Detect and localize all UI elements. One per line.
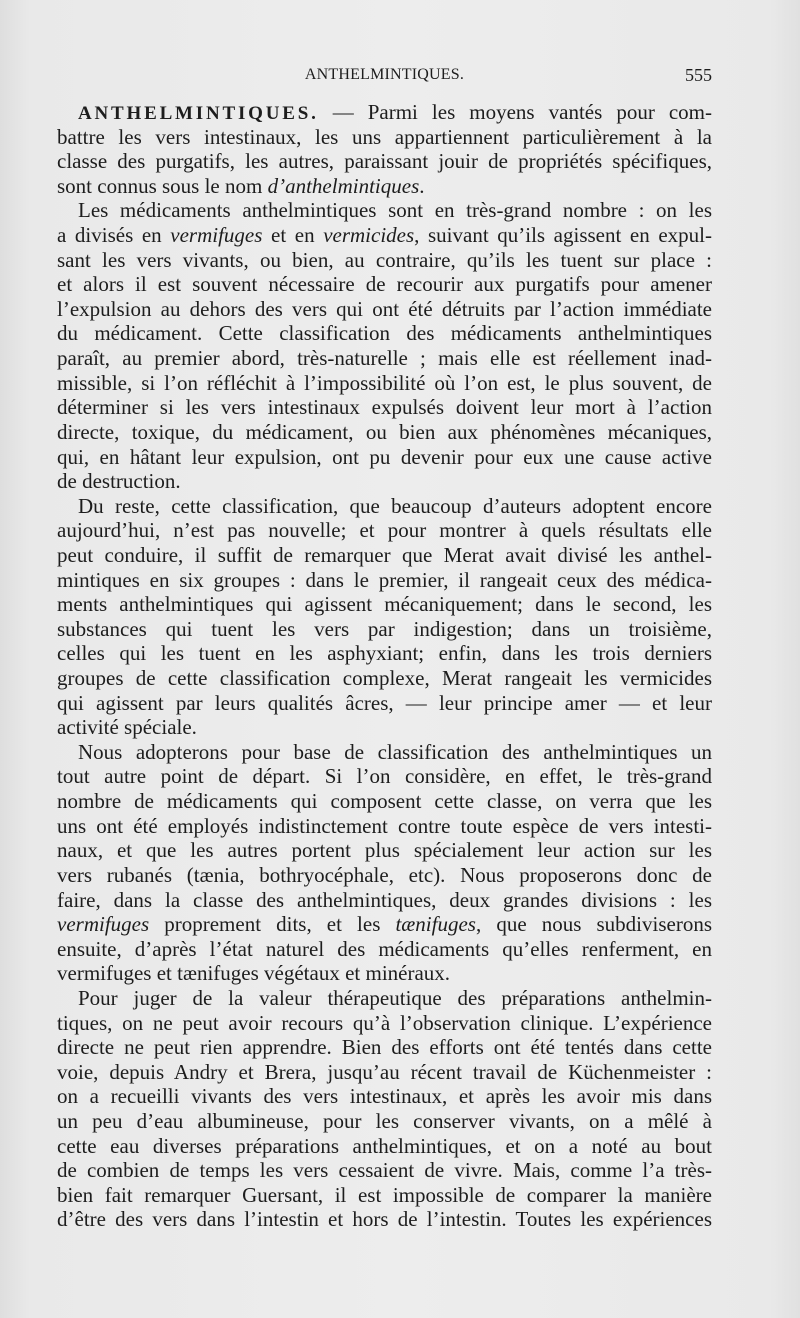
paragraph bbox=[57, 494, 712, 740]
body-line: substances qui tuent les vers par indigestion; dans un troisième, bbox=[57, 616, 712, 641]
body-line: l’expulsion au dehors des vers qui ont été détruits par l’action immédiate bbox=[57, 296, 712, 321]
text-segment: , suivant qu’ils agissent en expul- bbox=[414, 223, 712, 248]
text-segment: et en bbox=[262, 223, 324, 248]
text-segment: a divisés en bbox=[57, 223, 171, 248]
body-line: faire, dans la classe des anthelmintiques, deux grandes divisions : les bbox=[57, 887, 712, 912]
body-line: ensuite, d’après l’état naturel des médicaments qu’elles renferment, en bbox=[57, 936, 712, 961]
body-line: et alors il est souvent nécessaire de recourir aux purgatifs pour amener bbox=[57, 272, 712, 297]
page-number: 555 bbox=[685, 65, 712, 85]
body-line: déterminer si les vers intestinaux expulsés doivent leur mort à l’action bbox=[57, 395, 712, 420]
body-line: battre les vers intestinaux, les uns appartiennent particulièrement à la bbox=[57, 124, 712, 149]
body-line: nombre de médicaments qui composent cette classe, on verra que les bbox=[57, 789, 712, 814]
body-line: ments anthelmintiques qui agissent mécaniquement; dans le second, les bbox=[57, 592, 712, 617]
body-line: celles qui les tuent en les asphyxiant; enfin, dans les trois derniers bbox=[57, 641, 712, 666]
body-line: uns ont été employés indistinctement contre toute espèce de vers intesti- bbox=[57, 813, 712, 838]
body-line: mintiques en six groupes : dans le premier, il rangeait ceux des médica- bbox=[57, 567, 712, 592]
italic-term: vermifuges bbox=[57, 912, 150, 937]
body-line: un peu d’eau albumineuse, pour les conserver vivants, on a mêlé à bbox=[57, 1108, 712, 1133]
body-line: de combien de temps les vers cessaient de vivre. Mais, comme l’a très- bbox=[57, 1158, 712, 1183]
body-line: cette eau diverses préparations anthelmintiques, et on a noté au bout bbox=[57, 1133, 712, 1158]
italic-term: tænifuges bbox=[395, 912, 476, 937]
body-line: directe ne peut rien apprendre. Bien des efforts ont été tentés dans cette bbox=[57, 1035, 712, 1060]
body-line: voie, depuis Andry et Brera, jusqu’au récent travail de Küchenmeister : bbox=[57, 1059, 712, 1084]
body-line: aujourd’hui, n’est pas nouvelle; et pour montrer à quels résultats elle bbox=[57, 518, 712, 543]
body-line: Les médicaments anthelmintiques sont en très-grand nombre : on les bbox=[78, 198, 712, 223]
body-line: vers rubanés (tænia, bothryocéphale, etc). Nous proposerons donc de bbox=[57, 862, 712, 887]
paragraph bbox=[57, 740, 712, 986]
body-line: missible, si l’on réfléchit à l’impossibilité où l’on est, le plus souvent, de bbox=[57, 370, 712, 395]
italic-term: d’anthelmintiques bbox=[267, 173, 420, 198]
body-line: on a recueilli vivants des vers intestinaux, et après les avoir mis dans bbox=[57, 1084, 712, 1109]
body-line bbox=[57, 223, 712, 248]
body-line: directe, toxique, du médicament, ou bien aux phénomènes mécaniques, bbox=[57, 419, 712, 444]
body-line bbox=[57, 912, 712, 937]
body-line: tiques, on ne peut avoir recours qu’à l’observation clinique. L’expérience bbox=[57, 1010, 712, 1035]
paragraph bbox=[57, 986, 712, 1232]
running-head-title: ANTHELMINTIQUES. bbox=[304, 66, 465, 83]
body-line: Nous adopterons pour base de classification des anthelmintiques un bbox=[78, 739, 712, 764]
running-head bbox=[57, 62, 712, 88]
body-line: de destruction. bbox=[57, 469, 181, 494]
body-line: paraît, au premier abord, très-naturelle ; mais elle est réellement inad- bbox=[57, 346, 712, 371]
article-heading: ANTHELMINTIQUES. bbox=[78, 103, 319, 124]
body-line bbox=[57, 100, 712, 125]
page-body bbox=[57, 100, 712, 1232]
body-line: Pour juger de la valeur thérapeutique des préparations anthelmin- bbox=[78, 985, 712, 1010]
body-line: classe des purgatifs, les autres, paraissant jouir de propriétés spécifiques, bbox=[57, 149, 712, 174]
body-line bbox=[57, 174, 712, 199]
body-line: bien fait remarquer Guersant, il est impossible de comparer la manière bbox=[57, 1182, 712, 1207]
italic-term: vermicides bbox=[323, 223, 415, 248]
text-segment: proprement dits, et les bbox=[149, 912, 396, 937]
text-segment: , que nous subdiviserons bbox=[475, 912, 712, 937]
body-line: d’être des vers dans l’intestin et hors de l’intestin. Toutes les expériences bbox=[57, 1207, 712, 1232]
text-segment: . bbox=[419, 173, 425, 198]
text-segment: sont connus sous le nom bbox=[57, 173, 268, 198]
body-line: peut conduire, il suffit de remarquer que Merat avait divisé les anthel- bbox=[57, 542, 712, 567]
body-line: du médicament. Cette classification des médicaments anthelmintiques bbox=[57, 321, 712, 346]
body-line: groupes de cette classification complexe, Merat rangeait les vermicides bbox=[57, 666, 712, 691]
body-line: naux, et que les autres portent plus spécialement leur action sur les bbox=[57, 838, 712, 863]
body-line: activité spéciale. bbox=[57, 715, 197, 740]
italic-term: vermifuges bbox=[170, 223, 263, 248]
body-line: qui agissent par leurs qualités âcres, — leur principe amer — et leur bbox=[57, 690, 712, 715]
body-line: vermifuges et tænifuges végétaux et minéraux. bbox=[57, 961, 451, 986]
body-line: Du reste, cette classification, que beaucoup d’auteurs adoptent encore bbox=[78, 493, 712, 518]
paragraph bbox=[57, 100, 712, 198]
body-line: sant les vers vivants, ou bien, au contraire, qu’ils les tuent sur place : bbox=[57, 247, 712, 272]
text-segment: — Parmi les moyens vantés pour com- bbox=[318, 100, 712, 124]
body-line: tout autre point de départ. Si l’on considère, en effet, le très-grand bbox=[57, 764, 712, 789]
body-line: qui, en hâtant leur expulsion, ont pu devenir pour eux une cause active bbox=[57, 444, 712, 469]
paragraph bbox=[57, 198, 712, 493]
